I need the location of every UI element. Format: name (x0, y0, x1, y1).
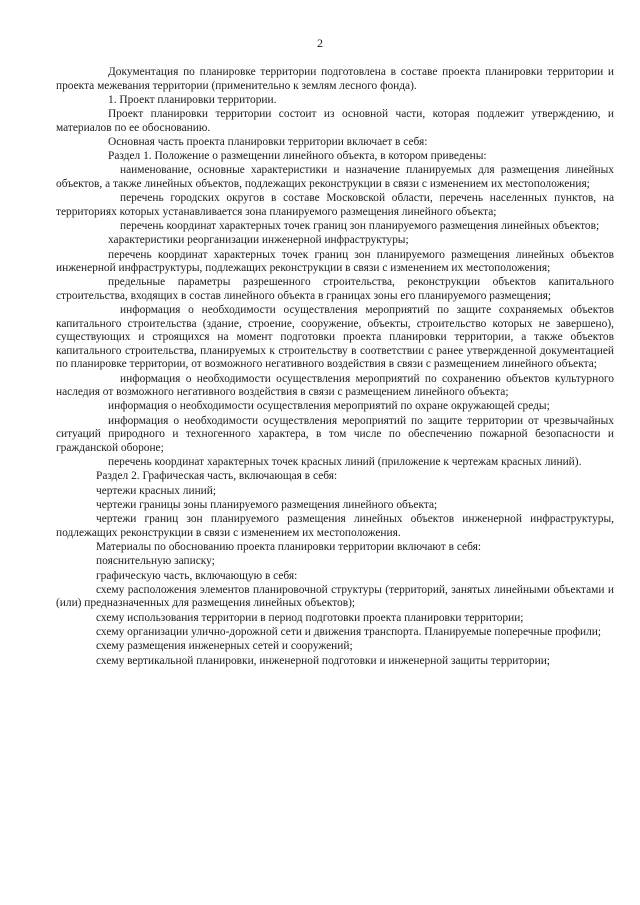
list-item: графическую часть, включающую в себя: (96, 569, 298, 582)
document-body (56, 66, 614, 669)
list-item: информация о необходимости осуществления мероприятий по защите территории от чрезвычайных ситуаций природного и техногенного характера, в том числе по обеспечению пожарной безопасности и гражданской обороне; (56, 414, 614, 454)
list-item: перечень координат характерных точек красных линий (приложение к чертежам красных линий). (108, 455, 582, 468)
list-item: пояснительную записку; (96, 555, 215, 568)
paragraph-section-heading: 1. Проект планировки территории. (108, 93, 277, 106)
list-item: перечень координат характерных точек границ зон планируемого размещения линейных объектов инженерной инфраструктуры, подлежащих реконструкции в связи с изменением их местоположения; (56, 248, 614, 275)
list-item: чертежи красных линий; (96, 484, 217, 497)
list-item: информация о необходимости осуществления мероприятий по защите сохраняемых объектов капитального строительства (здание, строение, сооружение, объекты, строительство которых не завершено), существующих и строящихся на момент подготовки проекта планировки территории, а также объектов капитального строительства, планируемых к строительству в соответствии с ранее утвержденной документацией по планировке территории, от возможного негативного воздействия в связи с размещением линейного объекта; (56, 304, 614, 371)
paragraph-section-heading: Раздел 1. Положение о размещении линейного объекта, в котором приведены: (108, 150, 487, 163)
paragraph-intro: Документация по планировке территории подготовлена в составе проекта планировки территории и проекта межевания территории (применительно к землям лесного фонда). (56, 66, 614, 92)
paragraph: Основная часть проекта планировки территории включает в себя: (108, 135, 428, 148)
page-number: 2 (317, 36, 323, 50)
list-item: схему расположения элементов планировочной структуры (территорий, занятых линейными объектами и (или) предназначенных для размещения линейных объектов); (56, 583, 614, 610)
paragraph: Материалы по обоснованию проекта планировки территории включают в себя: (96, 540, 482, 553)
list-item: информация о необходимости осуществления мероприятий по охране окружающей среды; (108, 400, 550, 413)
list-item: схему вертикальной планировки, инженерной подготовки и инженерной защиты территории; (96, 654, 550, 667)
list-item: наименование, основные характеристики и назначение планируемых для размещения линейных объектов, а также линейных объектов, подлежащих реконструкции в связи с изменением их местоположения; (56, 164, 614, 190)
list-item: предельные параметры разрешенного строительства, реконструкции объектов капитального строительства, входящих в состав линейного объекта в границах зоны его планируемого размещения; (56, 276, 614, 302)
list-item: чертежи границ зон планируемого размещения линейных объектов инженерной инфраструктуры, подлежащих реконструкции в связи с изменением их местоположения. (56, 513, 614, 539)
list-item: характеристики реорганизации инженерной инфраструктуры; (108, 234, 409, 247)
list-item: схему размещения инженерных сетей и сооружений; (96, 640, 353, 653)
list-item: чертежи границы зоны планируемого размещения линейного объекта; (96, 498, 438, 511)
paragraph: Проект планировки территории состоит из основной части, которая подлежит утверждению, и материалов по ее обоснованию. (56, 108, 614, 134)
paragraph-section-heading: Раздел 2. Графическая часть, включающая в себя: (96, 470, 338, 483)
list-item: схему организации улично-дорожной сети и движения транспорта. Планируемые поперечные профили; (96, 625, 602, 638)
list-item: перечень координат характерных точек границ зон планируемого размещения линейных объектов; (120, 220, 600, 233)
list-item: перечень городских округов в составе Московской области, перечень населенных пунктов, на территориях которых устанавливается зона планируемого размещения линейного объекта; (56, 192, 614, 218)
list-item: информация о необходимости осуществления мероприятий по сохранению объектов культурного наследия от возможного негативного воздействия в связи с размещением линейного объекта; (56, 372, 614, 399)
list-item: схему использования территории в период подготовки проекта планировки территории; (96, 611, 524, 624)
